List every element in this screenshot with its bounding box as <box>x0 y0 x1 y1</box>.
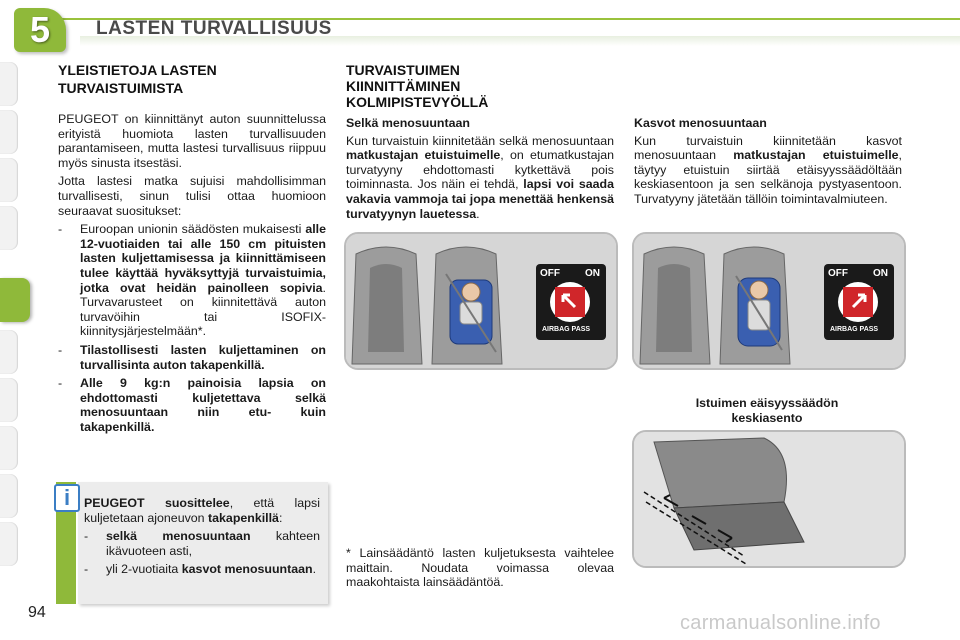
info-text: , että lapsi kuljetetaan ajoneuvon <box>84 496 320 525</box>
footnote: * Lainsäädäntö lasten kuljetuksesta vaihtelee maittain. Noudata voimassa olevaa maakohtaista lainsäädäntöä. <box>346 546 614 590</box>
list-item-eu-rule <box>58 222 326 339</box>
middle-heading-line3: KOLMIPISTEVYÖLLÄ <box>346 94 489 110</box>
chapter-number: 5 <box>29 9 51 50</box>
list-text-bold: alle 12-vuotiaiden tai alle 150 cm pituisten lasten kuljettamisessa ja kiinnittämiseen tulee käyttää hyväksyttyjä turvaistuimia, jotka ovat heidän painolleen sopivia <box>80 222 326 295</box>
seat-rail-drawing <box>634 432 904 566</box>
airbag-off-label: OFF <box>540 268 560 279</box>
list-dash: - <box>84 562 89 577</box>
paragraph-text: , on etumatkustajan turvatyyny ehdottomasti kytkettävä pois toiminnasta. Jos näin ei tehdä, <box>346 148 614 192</box>
info-list-item-forward-facing <box>84 562 320 577</box>
airbag-switch <box>838 282 878 322</box>
info-list-item-rear-facing <box>84 529 320 558</box>
paragraph-text: Kun turvaistuin kiinnitetään kasvot menosuuntaan <box>634 133 902 163</box>
airbag-on-label: ON <box>873 268 888 279</box>
airbag-pass-label: AIRBAG PASS <box>830 326 879 333</box>
paragraph-text: Kun turvaistuin kiinnitetään selkä menosuuntaan <box>346 133 614 148</box>
forward-facing-paragraph <box>634 134 902 207</box>
switch-arrow-icon <box>560 292 580 312</box>
watermark: carmanualsonline.info <box>680 612 881 634</box>
paragraph-text-bold: matkustajan etuistuimelle <box>346 148 501 163</box>
rear-facing-subheading: Selkä menosuuntaan <box>346 116 470 130</box>
middle-heading-line1: TURVAISTUIMEN <box>346 62 460 78</box>
info-text: yli 2-vuotiaita <box>106 562 182 577</box>
side-tab-10[interactable] <box>0 522 18 566</box>
info-text: kahteen ikävuoteen asti, <box>106 529 320 558</box>
info-text-bold: selkä menosuuntaan <box>106 529 251 544</box>
list-dash: - <box>84 529 89 544</box>
info-content <box>84 496 320 577</box>
list-text-bold: Alle 9 kg:n painoisia lapsia on ehdottomasti kuljetettava selkä menosuuntaan niin etu- kuin takapenkillä. <box>80 376 326 434</box>
list-text: Euroopan unionin säädösten mukaisesti <box>80 222 306 237</box>
list-item-under-9kg <box>58 376 326 434</box>
side-tab-9[interactable] <box>0 474 18 518</box>
left-heading-line1: YLEISTIETOJA LASTEN <box>58 62 217 78</box>
airbag-panel <box>536 264 606 340</box>
left-body <box>58 112 326 434</box>
info-text-bold: kasvot menosuuntaan <box>181 562 313 577</box>
side-tab-6[interactable] <box>0 330 18 374</box>
rear-facing-seat-illustration <box>344 232 618 370</box>
list-dash: - <box>58 342 63 357</box>
side-tab-4[interactable] <box>0 206 18 250</box>
middle-body <box>346 116 614 221</box>
info-text: . <box>312 562 317 577</box>
side-tab-7[interactable] <box>0 378 18 422</box>
recommendations-paragraph: Jotta lastesi matka sujuisi mahdollisimman turvallisesti, sinun tulisi ottaa huomioon seuraavat suositukset: <box>58 174 326 218</box>
seat-position-caption: Istuimen eäisyyssäädön keskiasento <box>695 396 839 425</box>
side-tab-3[interactable] <box>0 158 18 202</box>
paragraph-text: , täytyy etuistuin siirtää etäisyyssäädöltään keskiasentoon ja sen selkänoja pystyasentoon. Turvatyyny jätetään tällöin toimintavalmiuteen. <box>634 148 902 206</box>
forward-facing-subheading: Kasvot menosuuntaan <box>634 116 767 130</box>
list-text-bold: Tilastollisesti lasten kuljettaminen on turvallisinta auton takapenkillä. <box>80 342 326 372</box>
airbag-switch <box>550 282 590 322</box>
middle-heading-line2: KIINNITTÄMINEN <box>346 78 461 94</box>
info-text-bold: takapenkillä <box>208 510 279 525</box>
right-body <box>634 116 902 207</box>
airbag-pass-label: AIRBAG PASS <box>542 326 591 333</box>
side-tab-8[interactable] <box>0 426 18 470</box>
airbag-on-label: ON <box>585 268 600 279</box>
info-intro <box>84 496 320 525</box>
list-dash: - <box>58 222 63 237</box>
switch-arrow-icon <box>848 292 868 312</box>
paragraph-text-bold: matkustajan etuistuimelle <box>733 148 899 163</box>
page-number: 94 <box>28 604 46 621</box>
intro-paragraph: PEUGEOT on kiinnittänyt auton suunnittelussa erityistä huomiota lasten turvallisuuden parantamiseen, mutta lastesi turvallisuus riippuu myös sinusta itsestäsi. <box>58 112 326 170</box>
list-text: . Turvavarusteet on kiinnitettävä auton turvavöihin tai ISOFIX-kiinnitysjärjestelmään*. <box>80 280 326 339</box>
forward-facing-seat-illustration <box>632 232 906 370</box>
info-text-bold: PEUGEOT suosittelee <box>84 496 230 510</box>
side-tab-5-active[interactable] <box>0 278 30 322</box>
airbag-off-label: OFF <box>828 268 848 279</box>
paragraph-text: . <box>476 206 480 221</box>
seat-adjustment-illustration <box>632 430 906 568</box>
list-dash: - <box>58 376 63 391</box>
list-item-statistics <box>58 343 326 372</box>
left-heading-line2: TURVAISTUIMISTA <box>58 80 184 96</box>
rear-facing-paragraph <box>346 134 614 222</box>
side-tab-1[interactable] <box>0 62 18 106</box>
chapter-title: LASTEN TURVALLISUUS <box>96 18 332 39</box>
side-tab-2[interactable] <box>0 110 18 154</box>
info-icon: i <box>54 484 80 512</box>
info-text: : <box>278 510 283 525</box>
paragraph-text-bold: lapsi voi saada vakavia vammoja tai jopa menettää henkensä turvatyynyn lauetessa <box>346 177 614 221</box>
airbag-panel <box>824 264 894 340</box>
